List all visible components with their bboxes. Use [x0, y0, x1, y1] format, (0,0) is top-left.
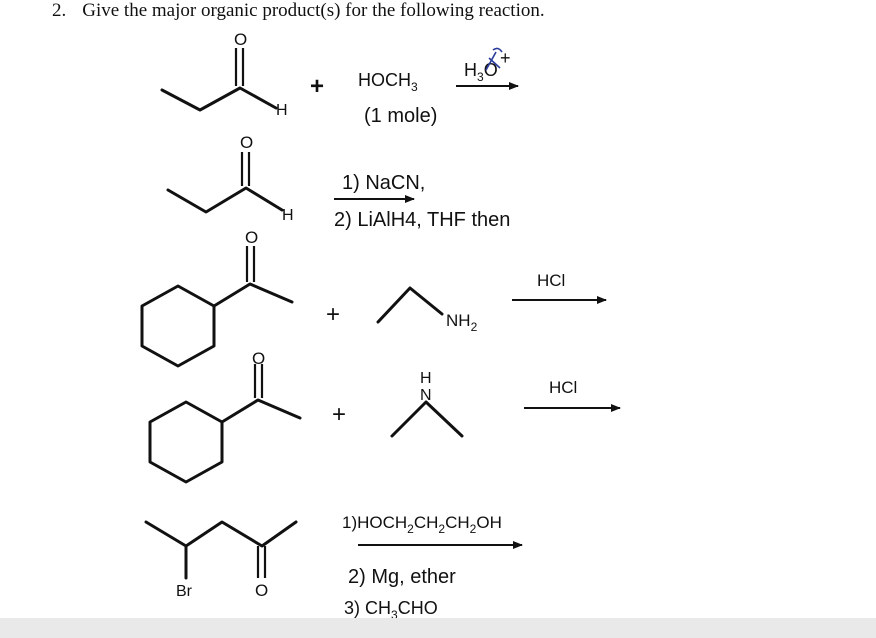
bromo-ketone-structure	[146, 522, 296, 600]
reaction-2	[168, 133, 510, 231]
aldehyde-h-label: H	[276, 102, 288, 119]
amine-h-label: H	[420, 370, 432, 387]
svg-text:H3O: $H_3O$	[464, 60, 498, 84]
reaction-3	[142, 228, 606, 366]
dimethylamine-structure	[392, 370, 462, 436]
reagent-amount: (1 mole)	[364, 105, 438, 127]
methanol-reagent: $HOCH_3$	[358, 70, 418, 94]
plus-sign-1: +	[310, 73, 325, 100]
reaction-1	[162, 30, 518, 127]
ketone-oxygen-label: O	[252, 349, 266, 368]
question-text: Give the major organic product(s) for the following reaction.	[82, 0, 545, 21]
carbonyl-oxygen-label: O	[234, 30, 248, 49]
ketone-oxygen-label: O	[245, 228, 259, 247]
reagent-hcl-3: HCl	[537, 271, 566, 290]
propylamine-structure	[378, 288, 478, 334]
reaction-4	[150, 349, 620, 482]
plus-sign-3: +	[326, 301, 341, 328]
cyclohexyl-methyl-ketone-1	[142, 228, 292, 366]
amine-n-label: $NH_2$	[446, 311, 478, 334]
question-number: 2.	[52, 0, 67, 21]
condition-step-2: 2) Mg, ether	[348, 566, 456, 588]
reagent-hcl-4: HCl	[549, 378, 578, 397]
ketone-oxygen-label: O	[255, 581, 269, 600]
carbonyl-oxygen-label: O	[240, 133, 254, 152]
amine-n-label: N	[420, 387, 432, 404]
condition-step-1: 1) NaCN,	[342, 172, 426, 194]
propanal-structure-1	[162, 30, 288, 119]
acid-catalyst	[464, 48, 511, 84]
condition-step-1: $1)HOCH_2CH_2CH_2OH$	[342, 513, 502, 536]
bottom-scroll-band	[0, 618, 876, 638]
catalyst-charge: +	[500, 48, 511, 68]
cyclohexyl-methyl-ketone-2	[150, 349, 300, 482]
propanal-structure-2	[168, 133, 294, 224]
condition-step-3: 3) $CH_3CHO$	[344, 598, 438, 618]
bromine-label: Br	[176, 583, 192, 600]
aldehyde-h-label: H	[282, 207, 294, 224]
plus-sign-4: +	[332, 401, 347, 428]
reaction-5	[146, 513, 522, 618]
condition-step-2: 2) LiAlH4, THF then	[334, 209, 511, 231]
